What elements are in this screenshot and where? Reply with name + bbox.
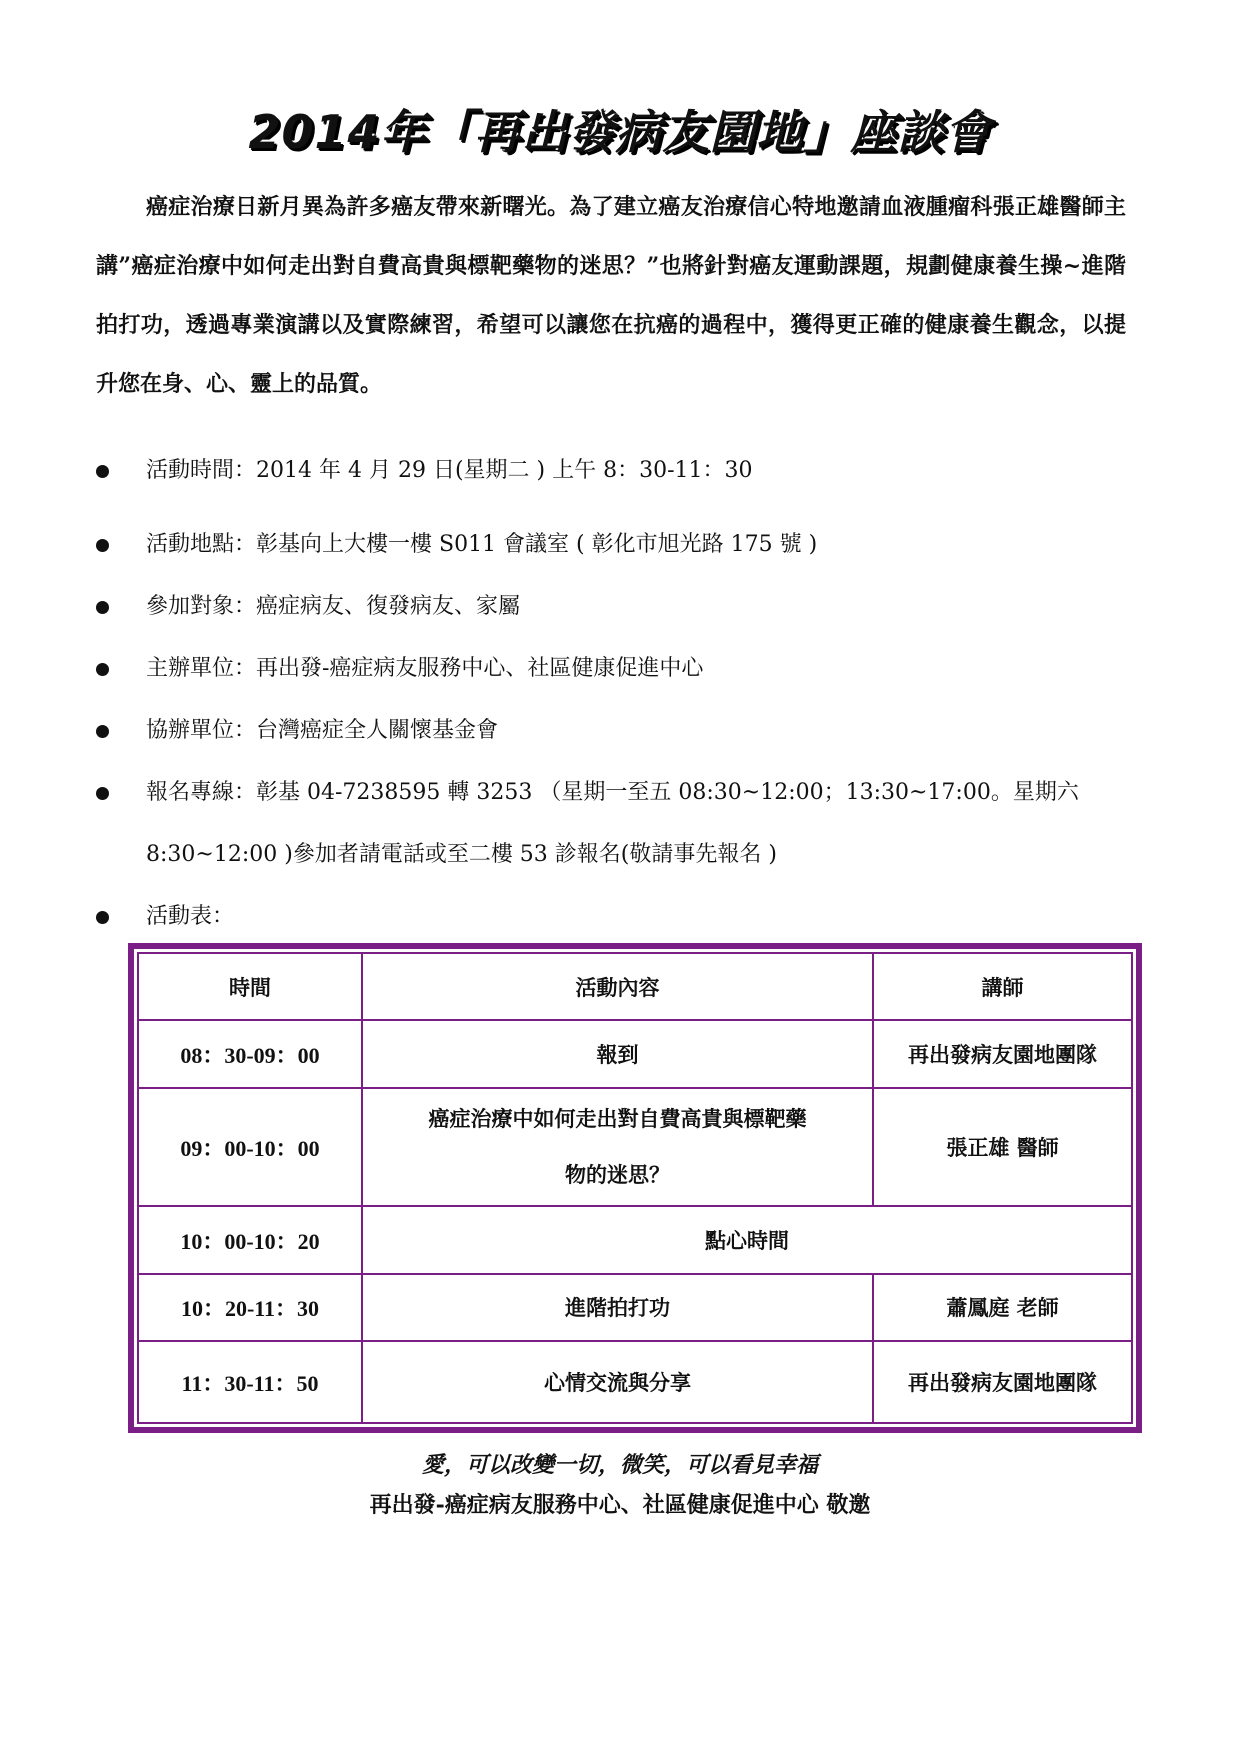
page-title: 2014年「再出發病友園地」座談會: [248, 105, 992, 159]
closing-signature: 再出發-癌症病友服務中心、社區健康促進中心 敬邀: [369, 1492, 871, 1518]
detail-co-organizer: 協辦單位：台灣癌症全人關懷基金會: [96, 700, 1156, 762]
row-time: 11：30-11：50: [138, 1341, 362, 1423]
table-row: [138, 1088, 1132, 1207]
row-speaker: 再出發病友園地團隊: [873, 1341, 1132, 1423]
event-details: [96, 440, 1156, 948]
schedule-table: [128, 943, 1142, 1433]
detail-registration: 報名專線：彰基 04-7238595 轉 3253 （星期一至五 08:30~12:00；13:30~17:00。星期六 8:30~12:00 )參加者請電話或至二樓 53 診報名(敬請事先報名 ): [96, 762, 1156, 886]
detail-organizer: 主辦單位：再出發-癌症病友服務中心、社區健康促進中心: [96, 638, 1156, 700]
row-time: 10：20-11：30: [138, 1274, 362, 1341]
bullet-icon: [96, 663, 109, 676]
intro-paragraph: 癌症治療日新月異為許多癌友帶來新曙光。為了建立癌友治療信心特地邀請血液腫瘤科張正雄醫師主講”癌症治療中如何走出對自費高貴與標靶藥物的迷思？”也將針對癌友運動課題，規劃健康養生操~進階拍打功，透過專業演講以及實際練習，希望可以讓您在抗癌的過程中，獲得更正確的健康養生觀念，以提升您在身、心、靈上的品質。: [96, 194, 1126, 397]
detail-audience: 參加對象：癌症病友、復發病友、家屬: [96, 576, 1156, 638]
bullet-icon: [96, 465, 109, 478]
bullet-icon: [96, 539, 109, 552]
header-content: 活動內容: [362, 953, 873, 1020]
row-speaker: 蕭鳳庭 老師: [873, 1274, 1132, 1341]
row-content: 心情交流與分享: [362, 1341, 873, 1423]
header-speaker: 講師: [873, 953, 1132, 1020]
row-time: 10：00-10：20: [138, 1206, 362, 1273]
detail-schedule-label: 活動表：: [96, 886, 1156, 948]
detail-time: 活動時間：2014 年 4 月 29 日(星期二 ) 上午 8：30-11：30: [96, 440, 1156, 502]
bullet-icon: [96, 725, 109, 738]
row-speaker: 張正雄 醫師: [873, 1088, 1132, 1207]
row-speaker: 再出發病友園地團隊: [873, 1020, 1132, 1087]
row-time: 08：30-09：00: [138, 1020, 362, 1087]
row-content: 癌症治療中如何走出對自費高貴與標靶藥物的迷思？: [362, 1088, 873, 1207]
row-content: 報到: [362, 1020, 873, 1087]
table-row: [138, 1274, 1132, 1341]
table-row: [138, 1020, 1132, 1087]
row-time: 09：00-10：00: [138, 1088, 362, 1207]
row-content: 進階拍打功: [362, 1274, 873, 1341]
row-content: 點心時間: [362, 1206, 1132, 1273]
bullet-icon: [96, 787, 109, 800]
table-row: [138, 1206, 1132, 1273]
table-header-row: [138, 953, 1132, 1020]
detail-location: 活動地點：彰基向上大樓一樓 S011 會議室 ( 彰化市旭光路 175 號 ): [96, 514, 1156, 576]
bullet-icon: [96, 911, 109, 924]
bullet-icon: [96, 601, 109, 614]
closing-motto: 愛，可以改變一切，微笑，可以看見幸福: [421, 1452, 818, 1478]
table-row: [138, 1341, 1132, 1423]
header-time: 時間: [138, 953, 362, 1020]
